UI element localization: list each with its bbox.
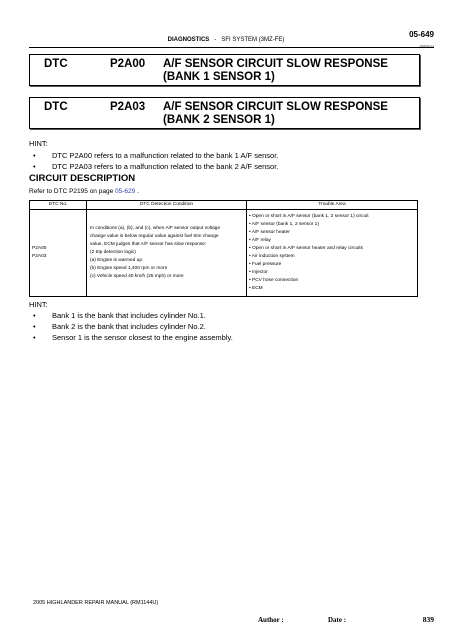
hint-text: Bank 1 is the bank that includes cylinder No.1.: [52, 311, 206, 320]
dtc-heading-p2a00: [29, 54, 420, 86]
trouble-area-item: • A/F sensor heater: [249, 230, 290, 235]
trouble-area-item: • Open or short in A/F sensor heater and relay circuits: [249, 246, 363, 251]
column-header: DTC Detection Condition: [87, 201, 247, 210]
detection-condition-cell: [87, 210, 247, 297]
hint-list: [29, 310, 233, 343]
trouble-area-item: • Fuel pressure: [249, 262, 282, 267]
bullet-icon: •: [33, 162, 36, 171]
condition-line: (2 trip detection logic): [90, 250, 136, 255]
dtc-title: [163, 101, 388, 127]
list-item: [29, 332, 233, 343]
dtc-code: P2A03: [110, 101, 146, 113]
footer-page-number: 839: [422, 615, 434, 624]
bullet-icon: •: [33, 151, 36, 160]
list-item: [29, 310, 233, 321]
column-header: DTC No.: [30, 201, 87, 210]
hint-label: HINT:: [29, 300, 48, 309]
list-item: [29, 150, 278, 161]
trouble-area-item: • Open or short in A/F sensor (bank 1, 2 sensor 1) circuit: [249, 214, 369, 219]
bullet-icon: •: [33, 333, 36, 342]
dtc-table: [29, 200, 418, 297]
condition-line: (c) Vehicle speed 40 km/h (25 mph) or more: [90, 274, 184, 279]
dtc-title: [163, 58, 388, 84]
bullet-icon: •: [33, 322, 36, 331]
refer-text: [29, 188, 139, 195]
dtc-number-cell: [30, 210, 87, 297]
condition-line: (a) Engine is warmed up: [90, 258, 142, 263]
dtc-code: P2A00: [110, 58, 146, 70]
condition-line: change value is below regular value against fuel trim change: [90, 234, 219, 239]
header-system: SFI SYSTEM (3MZ-FE): [221, 37, 285, 43]
hint-text: DTC P2A00 refers to a malfunction related to the bank 1 A/F sensor.: [52, 151, 279, 160]
page-number: 05-649: [409, 30, 434, 39]
dtc-label: DTC: [44, 101, 68, 113]
condition-line: In conditions (a), (b), and (c), when A/F sensor output voltage: [90, 226, 221, 231]
trouble-area-item: • PCV hose connection: [249, 278, 299, 283]
header-section: DIAGNOSTICS: [167, 37, 210, 43]
list-item: [29, 161, 278, 172]
trouble-area-item: • Injector: [249, 270, 268, 275]
trouble-area-item: • Air induction system: [249, 254, 295, 259]
dtc-label: DTC: [44, 58, 68, 70]
hint-text: Bank 2 is the bank that includes cylinder No.2.: [52, 322, 206, 331]
dtc-title-line: A/F SENSOR CIRCUIT SLOW RESPONSE: [163, 101, 388, 113]
dtc-heading-p2a03: [29, 97, 420, 129]
column-header: Trouble Area: [247, 201, 418, 210]
refer-suffix: .: [137, 188, 139, 195]
footer-manual: 2005 HIGHLANDER REPAIR MANUAL (RM1144U): [33, 600, 159, 606]
page-code: 080530-01: [419, 44, 434, 48]
condition-line: value, ECM judges that A/F sensor has slow response:: [90, 242, 207, 247]
trouble-area-item: • A/F sensor (bank 1, 2 sensor 1): [249, 222, 319, 227]
condition-line: (b) Engine speed 1,400 rpm or more: [90, 266, 168, 271]
dtc-title-line: (BANK 1 SENSOR 1): [163, 71, 275, 83]
table-row: [30, 210, 418, 297]
hint-text: DTC P2A03 refers to a malfunction related to the bank 2 A/F sensor.: [52, 162, 279, 171]
hint-text: Sensor 1 is the sensor closest to the engine assembly.: [52, 333, 233, 342]
hint-label: HINT:: [29, 139, 48, 148]
dtc-title-line: (BANK 2 SENSOR 1): [163, 114, 275, 126]
bullet-icon: •: [33, 311, 36, 320]
dtc-number: P2A03: [32, 254, 47, 259]
dtc-number: P2A00: [32, 246, 47, 251]
trouble-area-item: • A/F relay: [249, 238, 271, 243]
header-separator: -: [214, 37, 217, 43]
trouble-area-cell: [247, 210, 418, 297]
footer-date: Date :: [328, 616, 347, 624]
page-link[interactable]: 05-629: [115, 188, 136, 195]
dtc-title-line: A/F SENSOR CIRCUIT SLOW RESPONSE: [163, 58, 388, 70]
table-header-row: [30, 201, 418, 210]
list-item: [29, 321, 233, 332]
header-rule: [29, 47, 434, 48]
section-title: CIRCUIT DESCRIPTION: [29, 173, 136, 184]
trouble-area-item: • ECM: [249, 286, 263, 291]
footer-author: Author :: [258, 616, 284, 624]
refer-prefix: Refer to DTC P2195 on page: [29, 188, 114, 195]
hint-list: [29, 150, 278, 172]
